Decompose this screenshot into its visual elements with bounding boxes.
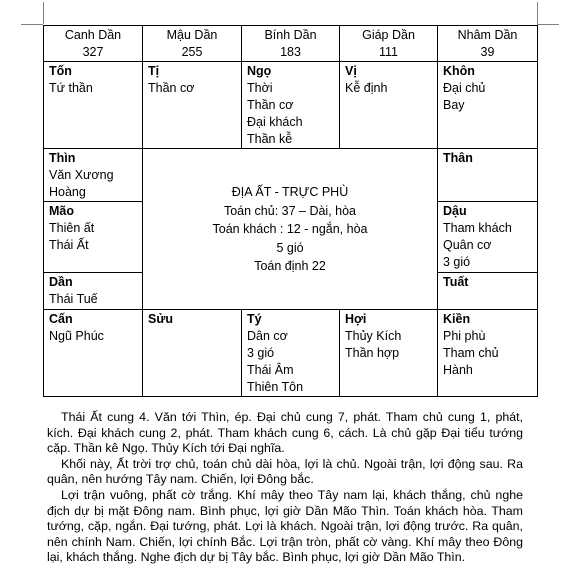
crop-mark-top-right-h	[537, 24, 559, 25]
palace-suu: Sửu	[143, 310, 242, 397]
header-cell: Giáp Dần 111	[340, 26, 438, 62]
palace-vi: Vị Kễ định	[340, 62, 438, 149]
crop-mark-top-right-v	[537, 2, 538, 24]
bottom-row	[44, 310, 538, 397]
header-cell: Bính Dần 183	[242, 26, 340, 62]
palace-than: Thân	[438, 149, 538, 202]
header-cell: Canh Dần 327	[44, 26, 143, 62]
palace-can: Cấn Ngũ Phúc	[44, 310, 143, 397]
divination-grid	[43, 25, 538, 397]
paragraph: Khối này, Ất trời trợ chủ, toán chủ dài hòa, lợi là chủ. Ngoài trận, lợi động sau. Ra quân, nên hướng Tây nam. Chiến, lợi Đông bắc.	[47, 456, 523, 487]
center-title: ĐỊA ẤT - TRỰC PHÙ	[231, 185, 349, 200]
palace-kien: Kiền Phi phù Tham chủ Hành	[438, 310, 538, 397]
palace-thin: Thìn Văn Xương Hoàng	[44, 149, 143, 202]
palace-ty: Tý Dân cơ 3 gió Thái Âm Thiên Tôn	[242, 310, 340, 397]
palace-tuat: Tuất	[438, 273, 538, 310]
crop-mark-top-left-h	[21, 24, 43, 25]
palace-dan: Dần Thái Tuế	[44, 273, 143, 310]
palace-ti: Tị Thần cơ	[143, 62, 242, 149]
header-cell: Mậu Dần 255	[143, 26, 242, 62]
palace-ton: Tốn Tứ thần	[44, 62, 143, 149]
top-row	[44, 62, 538, 149]
middle-row-1	[44, 149, 538, 202]
center-cell: ĐỊA ẤT - TRỰC PHÙ Toán chủ: 37 – Dài, hòa Toán khách : 12 - ngắn, hòa 5 gió Toán định 22	[143, 149, 438, 310]
body-text	[47, 410, 523, 566]
paragraph: Thái Ất cung 4. Văn tới Thìn, ép. Đại chủ cung 7, phát. Tham chủ cung 1, phát, kích. Đại khách cung 2, phát. Tham khách cung 6, cách. Là chủ gặp Đại tiểu tướng cặp. Thần kê Ngọ. Thủy Kích tới Đại nghĩa.	[47, 410, 523, 456]
palace-khon: Khôn Đại chủ Bay	[438, 62, 538, 149]
header-row	[44, 26, 538, 62]
crop-mark-top-left-v	[43, 2, 44, 24]
header-cell: Nhâm Dần 39	[438, 26, 538, 62]
palace-mao: Mão Thiên ất Thái Ất	[44, 202, 143, 273]
palace-dau: Dậu Tham khách Quân cơ 3 gió	[438, 202, 538, 273]
palace-hoi: Hợi Thủy Kích Thần hợp	[340, 310, 438, 397]
palace-ngo: Ngọ Thời Thần cơ Đại khách Thần kễ	[242, 62, 340, 149]
paragraph: Lợi trận vuông, phất cờ trắng. Khí mây theo Tây nam lại, khách thắng, chủ nghe địch dự bị mặt Đông nam. Bình phục, lợi giờ Dần Mão Thìn. Toán khách hòa. Tham tướng, cặp, ngắn. Đại tướng, phát. Lợi là khách. Ngoài trận, lợi động trước. Ra quân, nên chính Nam. Chiến, lợi chính Bắc. Lợi trận tròn, phất cờ vàng. Khí mây theo Đông lại, khách thắng. Nghe địch dự bị Tây bắc. Bình phục, lợi giờ Dần Mão Thìn.	[47, 487, 523, 565]
